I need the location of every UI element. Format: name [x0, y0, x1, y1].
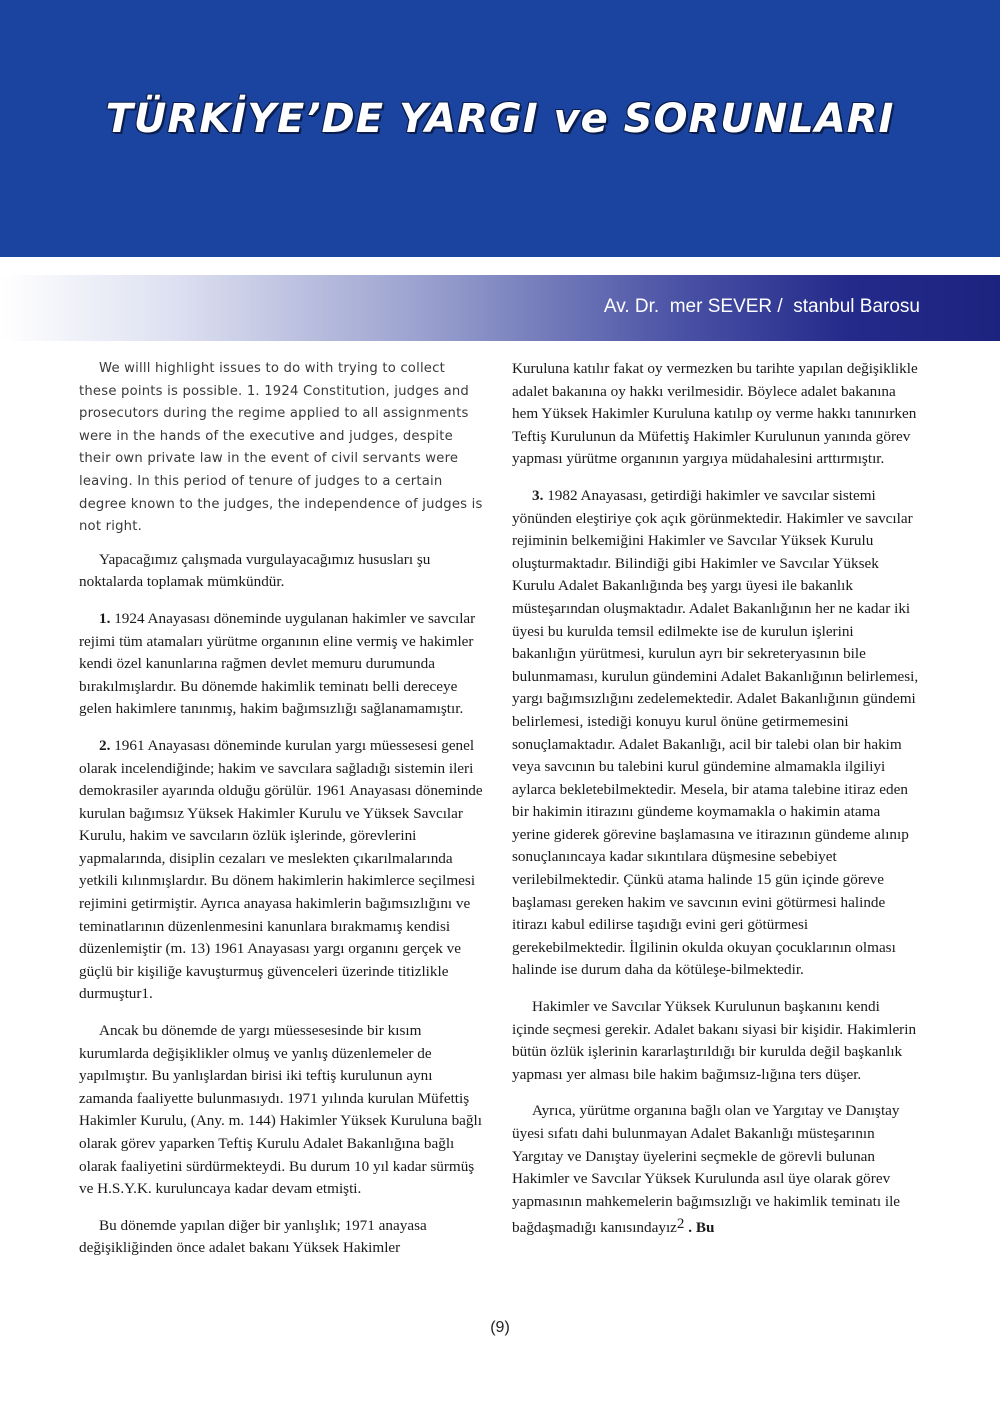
right-column: [512, 358, 920, 1254]
paragraph-text: 1961 Anayasası döneminde kurulan yargı müessesesi genel olarak incelendiğinde; hakim ve savcılara sağladığı sistemin ileri demokrasiler ayarında olduğu görülür. 1961 Anayasası döneminde kurulan bağımsız Yüksek Hakimler Kurulu ve Yüksek Savcılar Kurulu, hakim ve savcıların özlük işlerinde, görevlerini yapmalarında, disiplin cezaları ve meslekten çıkarılmalarında yetkili kılınmışlardır. Bu dönem hakimlerin hakimlerce seçilmesi rejimini getirmiştir. Ayrıca anayasa hakimlerin bağımsızlığını ve teminatlarının düzenlenmesini kanunlara bırakmamış kendisi düzenlemiştir (m. 13) 1961 Anayasası yargı organını gerçek ve güçlü bir kişiliğe kavuşturmuş güvenceleri üzerinde titizlikle durmuştur1.: [79, 736, 483, 1003]
paragraph: [512, 1100, 920, 1240]
author-byline: Av. Dr. mer SEVER / stanbul Barosu: [603, 296, 920, 317]
paragraph-item-2: [79, 735, 485, 1006]
paragraph-text: 1982 Anayasası, getirdiği hakimler ve savcılar sistemi yönünden eleştiriye çok açık görünmektedir. Hakimler ve savcılar rejiminin belkemiğini Hakimler ve Savcılar Yüksek Kurulu oluşturmaktadır. Bilindiği gibi Hakimler ve Savcılar Yüksek Kurulu Adalet Bakanlığında beş yargı üyesi ile bakanlık müsteşarından oluşmaktadır. Adalet Bakanlığının her ne kadar iki üyesi bu kurulda temsil edilmekte ise de kurulun işlerini bakanlığın yürütmesi, kurulun ayrı bir sekreteryasının bile bulunmaması, kurulun gündemini Adalet Bakanlığının belirlemesi, yargı bağımsızlığını zedelemektedir. Adalet Bakanlığının gündemi belirlemesi, istediği konuyu kurul önüne getirmemesini sonuçlamaktadır. Adalet Bakanlığı, acil bir talebi olan bir hakim veya savcının bu talebini kurul gündemine almamakla ilgiliyi aylarca bekletebilmektedir. Mesela, bir atama talebine itiraz eden bir hakimin itirazını gündeme koymamakla o hakimin atama yerine giderek görevine başlamasına ve itirazının gündeme alınıp sonuçlanıncaya kadar sıkıntılara düşmesine sebebiyet verilebilmektedir. Çünkü atama halinde 15 gün içinde göreve başlaması gereken hakim ve savcının evini götürmesi halinde itirazı kabul edilirse taşıdığı evini geri götürmesi gerekebilmektedir. İlgilinin okulda okuyan çocuklarının olması halinde ise durum daha da kötüleşe-bilmektedir.: [512, 486, 919, 979]
paragraph-text: Ayrıca, yürütme organına bağlı olan ve Yargıtay ve Danıştay üyesi sıfatı dahi bulunmayan Adalet Bakanlığı müsteşarının Yargıtay ve Danıştay üyelerini seçmekle de görevli bulunan Hakimler ve Savcılar Yüksek Kurulunda asıl üye olarak görev yapmasının mahkemelerin bağımsızlığı ve hakimlik teminatı ile bağdaşmadığı kanısındayız: [512, 1102, 901, 1237]
intro-paragraph: Yapacağımız çalışmada vurgulayacağımız hususları şu noktalarda toplamak mümkündür.: [79, 550, 431, 591]
paragraph-item-1: [79, 608, 485, 721]
paragraph-text: 1924 Anayasası döneminde uygulanan hakimler ve savcılar rejimi tüm atamaları yürütme organının eline vermiş ve hakimler kendi özel kanunlarına rağmen devlet memuru durumunda bırakılmışlardır. Bu dönemde hakimlik teminatı belli dereceye gelen hakimlere tanınmış, hakim bağımsızlığı sağlanamamıştır.: [79, 609, 476, 718]
continued-paragraph: Kuruluna katılır fakat oy vermezken bu tarihte yapılan değişiklikle adalet bakanına oy hakkı verilmesidir. Böylece adalet bakanına hem Yüksek Hakimler Kuruluna katılıp oy verme hakkı tanınırken Teftiş Kurulunun da Müfettiş Hakimler Kurulunun yanında görev yapması yürütme organının yargıya müdahalesini arttırmıştır.: [512, 360, 918, 468]
paragraph: Hakimler ve Savcılar Yüksek Kurulunun başkanını kendi içinde seçmesi gerekir. Adalet bakanı siyasi bir kişidir. Hakimlerin bütün özlük işlerinin kararlaştırıldığı bir kurulda değil başkanlık yapması yer alması bile hakim bağımsız-lığına ters düşer.: [512, 998, 917, 1083]
page-title: TÜRKİYE’DE YARGI ve SORUNLARI: [105, 96, 895, 142]
page-number: (9): [490, 1319, 510, 1336]
left-column: [79, 358, 485, 1274]
item-number: 2.: [99, 736, 111, 754]
item-number: 3.: [532, 486, 544, 504]
paragraph: Ancak bu dönemde de yargı müessesesinde bir kısım kurumlarda değişiklikler olmuş ve yanlış düzenlemeler de yapılmıştır. Bu yanlışlardan birisi iki teftiş kurulunun aynı zamanda faaliyette bulunmasıydı. 1971 yılında kurulan Müfettiş Hakimler Kurulu, (Any. m. 144) Hakimler Yüksek Kuruluna bağlı olarak görev yaparken Teftiş Kurulu Adalet Bakanlığına bağlı olarak faaliyetini sürdürmekteydi. Bu durum 10 yıl kadar sürmüş ve H.S.Y.K. kuruluncaya kadar devam etmişti.: [79, 1022, 482, 1198]
english-abstract: We willl highlight issues to do with trying to collect these points is possible. 1. 1924 Constitution, judges and prosecutors during the regime applied to all assignments were in the hands of the executive and judges, despite their own private law in the event of civil servants were leaving. In this period of tenure of judges to a certain degree known to the judges, the independence of judges is not right.: [79, 361, 483, 535]
footnote-marker: 2: [676, 1216, 685, 1233]
item-number: 1.: [99, 609, 111, 627]
paragraph-tail: . Bu: [684, 1219, 715, 1237]
paragraph-item-3: [512, 485, 920, 982]
paragraph: Bu dönemde yapılan diğer bir yanlışlık; 1971 anayasa değişikliğinden önce adalet bakanı Yüksek Hakimler: [79, 1216, 427, 1257]
